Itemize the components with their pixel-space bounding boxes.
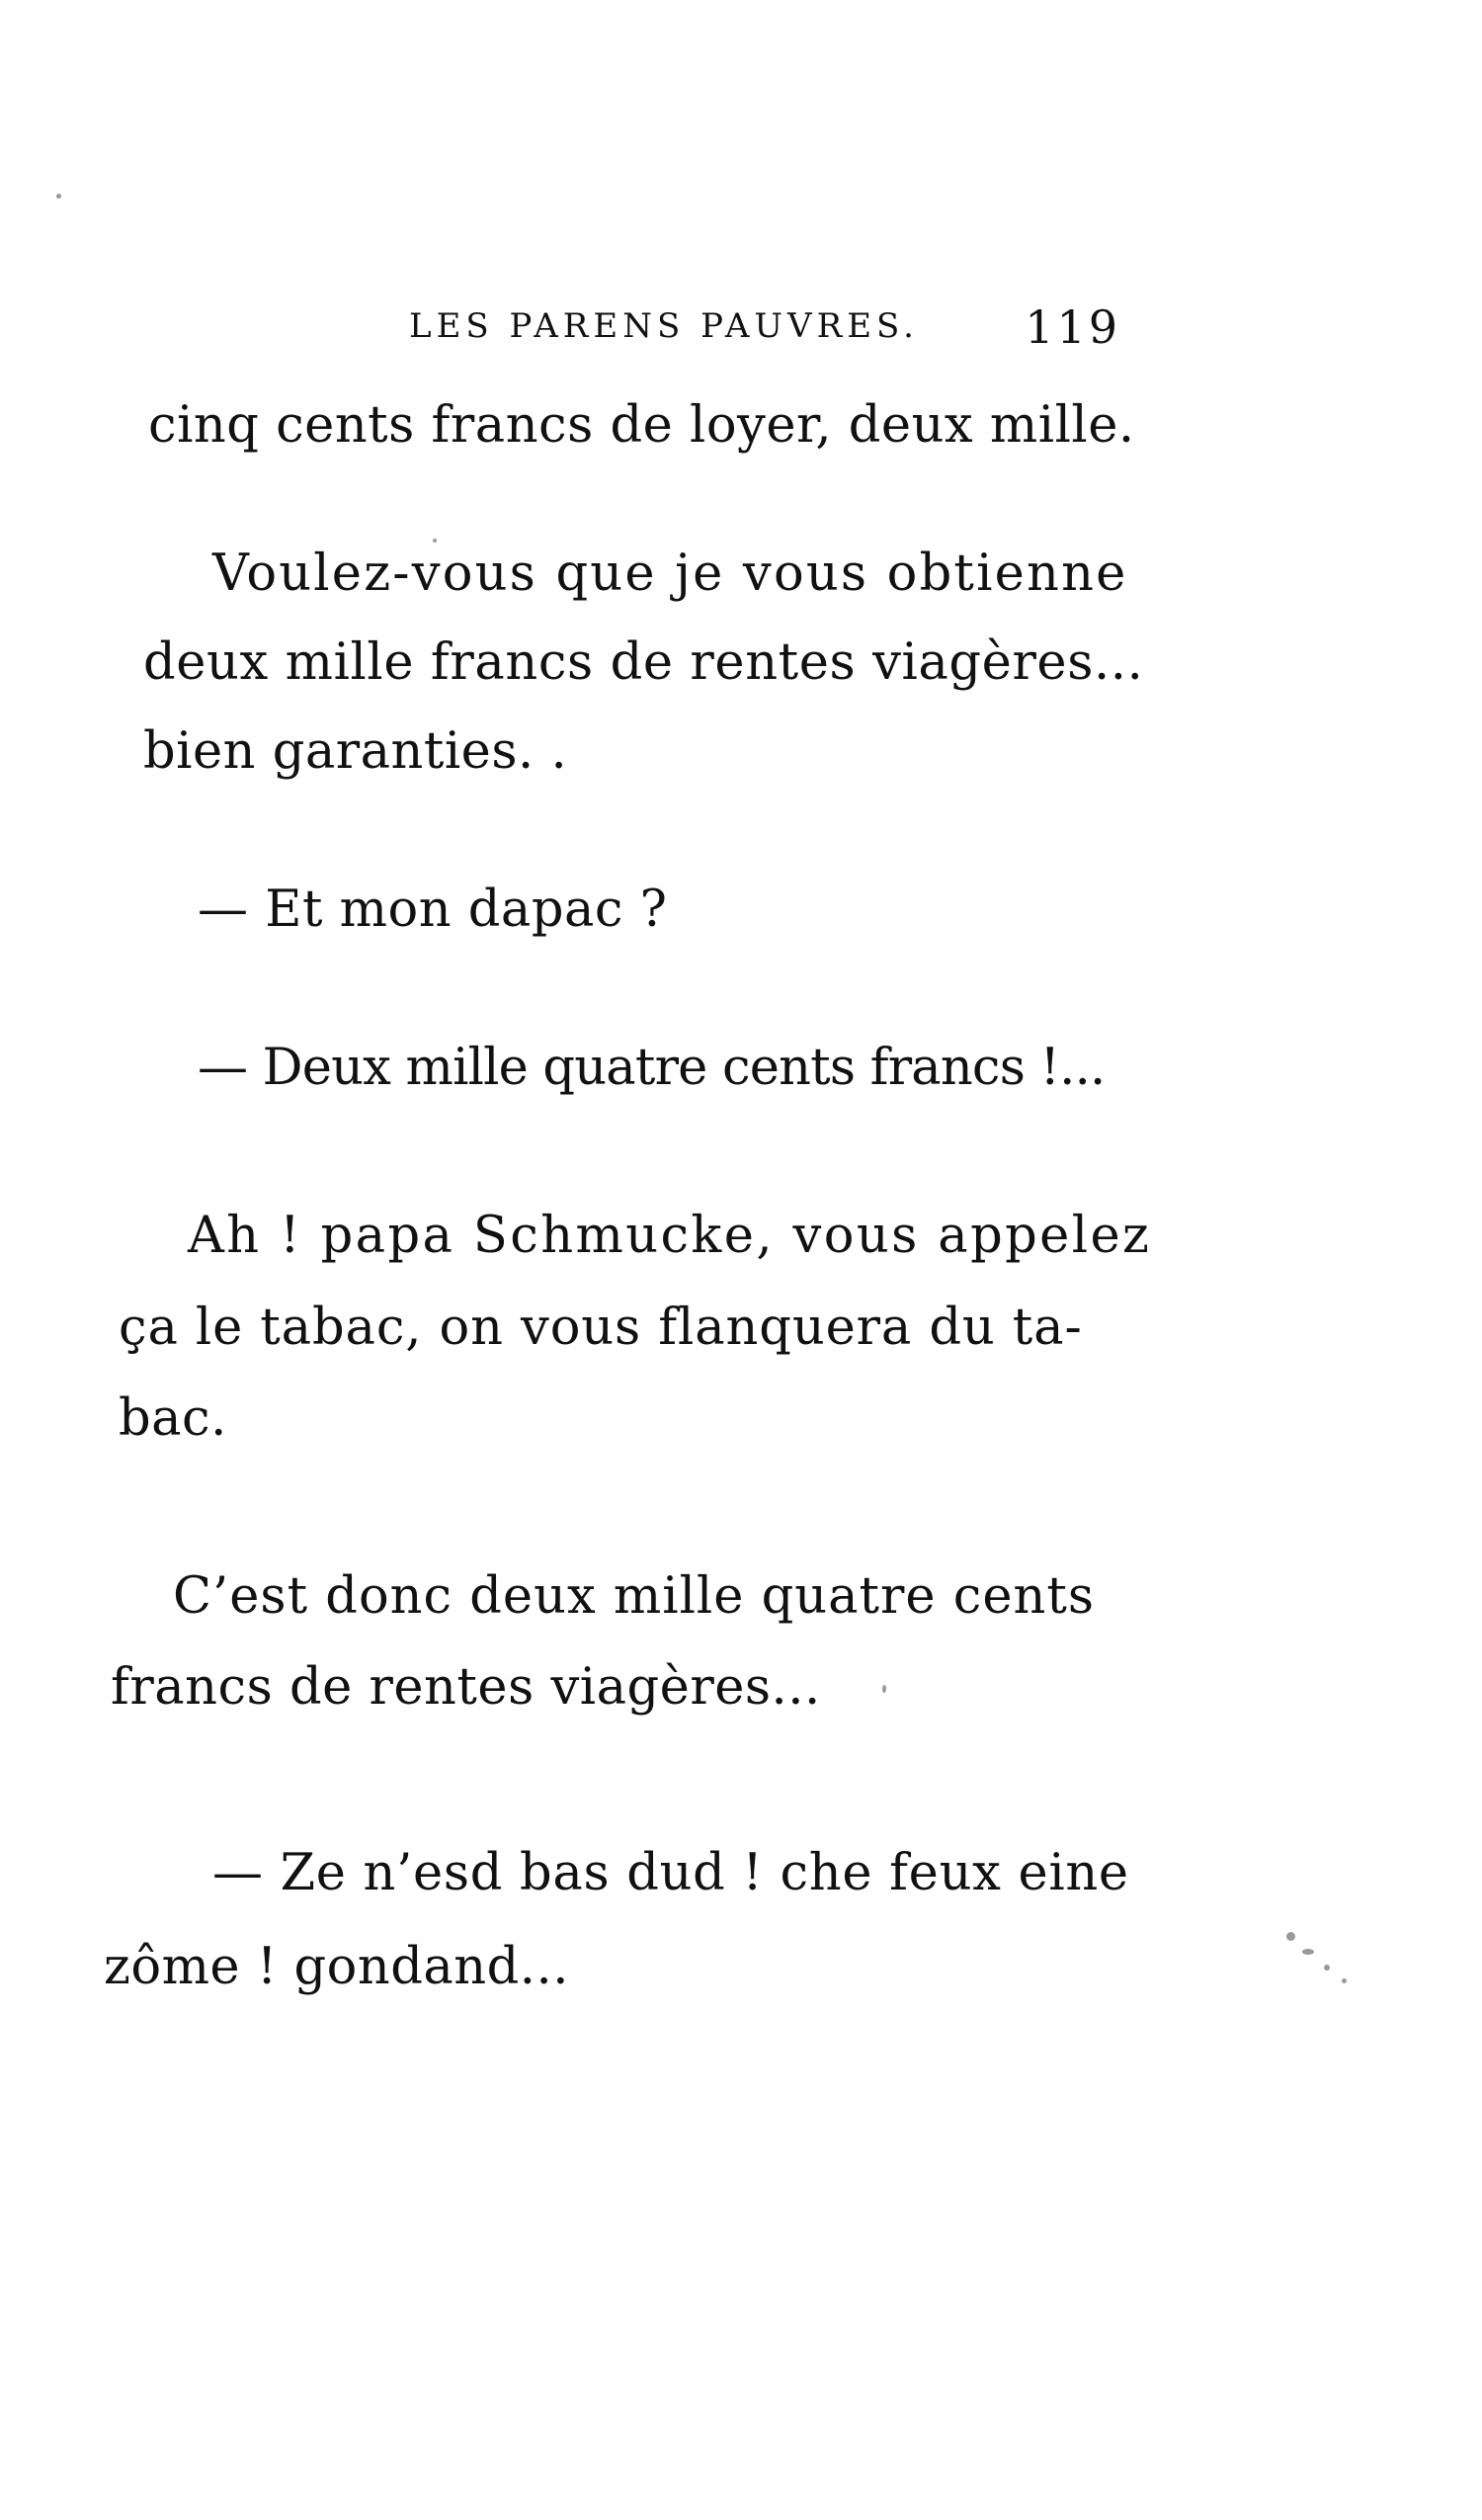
text-line: — Deux mille quatre cents francs !... (198, 1039, 1106, 1097)
text-line: bien garanties. . (143, 722, 568, 781)
scan-speck (56, 194, 61, 199)
scan-speck (1286, 1932, 1295, 1941)
text-line: Voulez-vous que je vous obtienne (212, 545, 1128, 603)
scan-speck (1302, 1949, 1314, 1955)
text-line: — Ze n’esd bas dud ! che feux eine (212, 1844, 1129, 1902)
page-header (409, 300, 1120, 360)
scan-speck (882, 1685, 886, 1693)
text-line: ça le tabac, on vous flanquera du ta- (119, 1299, 1083, 1357)
text-line: C’est donc deux mille quatre cents (173, 1567, 1096, 1626)
text-line: — Et mon dapac ? (198, 881, 668, 939)
scan-speck (433, 539, 437, 543)
text-line: francs de rentes viagères... (111, 1658, 821, 1717)
text-line: bac. (119, 1389, 227, 1448)
page-number: 119 (1025, 300, 1120, 354)
text-line: deux mille francs de rentes viagères... (143, 633, 1144, 692)
text-line: zôme ! gondand... (104, 1938, 569, 1996)
scan-speck (1324, 1965, 1330, 1971)
scan-speck (1342, 1978, 1347, 1983)
running-title: LES PARENS PAUVRES. (409, 306, 919, 346)
text-line: Ah ! papa Schmucke, vous appelez (188, 1207, 1152, 1265)
text-line: cinq cents francs de loyer, deux mille. (148, 396, 1135, 455)
